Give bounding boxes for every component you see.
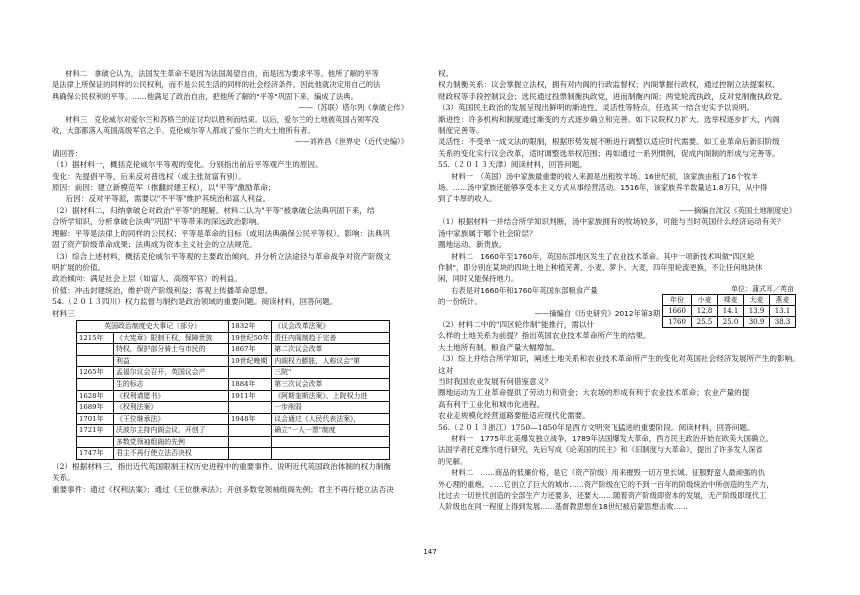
- table-cell: [229, 367, 272, 379]
- table-header: 英国政治制度史大事记（部分）: [77, 320, 229, 332]
- table-cell: 1628年: [77, 390, 114, 402]
- question-55-3: （3）综上并结合所学知识，阐述土地关系和农业技术革命所产生的变化对英国社会经济发展所产生的影响。这对: [438, 354, 800, 375]
- question-55-2: 么样的土地关系为前提？指出英国农业技术革命所产生的结果。: [438, 331, 651, 341]
- material-1-line: 的见解。: [438, 456, 468, 466]
- material-2-line: 外心理的重炮。……它创立了巨大的城市……资产阶级在它的不到一百年的阶级统治中所创造的生产力，: [438, 479, 774, 489]
- table-cell: 1721年: [77, 425, 114, 437]
- grain-yield-table-box: [662, 284, 796, 328]
- material-1-line: 法国学者托克维尔进行研究，先后写成《论美国的民主》和《旧制度与大革命》，提出了许多发人深省: [438, 445, 763, 455]
- table-header: 大麦: [744, 294, 770, 305]
- table-cell: 1884年: [229, 378, 272, 390]
- answer-checks: 权力制衡关系：议会掌握立法权，拥有对内阁的行政监督权；内阁掌握行政权，通过控制立法提案权、: [438, 80, 780, 90]
- table-cell: 12.8: [692, 305, 718, 316]
- material-2-line: 作制"，即分别在某块的四块土地上种植芜菁、小麦、萝卜、大麦，四年里轮流更换，不让任何地块休: [438, 262, 763, 272]
- table-cell: 沃波尔主持内阁会议，开创了: [114, 425, 229, 437]
- table-cell: 1689年: [77, 402, 114, 414]
- material-2-line: 材料二 1660年至1760年，英国东部地区发生了农业技术革命。其中一项新技术叫做"四区轮: [451, 251, 755, 261]
- table-cell: [229, 425, 272, 437]
- table-cell: 1265年: [77, 367, 114, 379]
- table-cell: 三院": [272, 367, 390, 379]
- table-row: [77, 390, 390, 402]
- table-cell: 1867年: [229, 344, 272, 356]
- material-2-source: ——（苏联）塔尔列《拿破仑传》: [298, 103, 408, 113]
- answer-54-3: 制度完善等。: [438, 126, 484, 136]
- answer-55-3: 圈地运动为工业革命提供了劳动力和资金；大农场的形成有利于农业技术革命；农业产量的提: [438, 388, 750, 398]
- table-cell: 1760: [663, 316, 692, 327]
- material-2-line: 材料二 ……商品的低廉价格，是它（资产阶级）用来摧毁一切万里长城、征服野蛮人最顽强的仇: [451, 468, 765, 478]
- table-cell: [229, 436, 272, 448]
- table-cell: 1701年: [77, 413, 114, 425]
- left-column: [52, 68, 418, 495]
- table-cell: 特权，保护部分骑士与市民的: [114, 344, 229, 356]
- table-row: [77, 367, 390, 379]
- table-cell: 《权利法案》: [114, 402, 229, 414]
- question-2: （2）据材料二，归纳拿破仑对政治"平等"的理解。材料二认为"平等"被拿破仑法典巩固下来，结: [52, 205, 375, 215]
- material-2-line: 是法律上所保证的同样的公民权利，而不是公民生活的同样的社会经济条件。因此他就决定用自己的法: [52, 80, 381, 90]
- table-cell: 19世纪50年: [229, 332, 272, 344]
- answer-2: 固了资产阶级革命成果；法典成为资本主义社会的立法规范。: [52, 240, 258, 250]
- table-row: [77, 448, 390, 460]
- material-1-line: 材料一 1775年北美爆发独立战争，1789年法国爆发大革命，西方民主政治开始在欧美大国确立。: [451, 434, 773, 443]
- answer-54-2-cont: 权。: [438, 69, 454, 78]
- table-cell: [229, 448, 272, 460]
- answer-55-1: 圈地运动。新贵族。: [438, 240, 507, 250]
- question-55-1: 汤中家族属于哪个社会阶层？: [438, 228, 537, 238]
- table-cell: 1911年: [229, 390, 272, 402]
- british-history-table: [76, 320, 390, 460]
- table-cell: 责任内阁制趋于完善: [272, 332, 390, 344]
- table-cell: 13.1: [770, 305, 796, 316]
- table-cell: 38.3: [770, 316, 796, 327]
- table-cell: 第三次议会改革: [272, 378, 390, 390]
- table-header: 裸麦: [718, 294, 744, 305]
- table-row: [77, 355, 390, 367]
- table-cell: [77, 436, 114, 448]
- table-header: 燕麦: [770, 294, 796, 305]
- table-cell: 《阿斯奎斯法案》，上院权力进: [272, 390, 390, 402]
- answer-1-reason: 后因：反对平等派，需要以"不平等"维护其统治和富人利益。: [65, 194, 271, 204]
- question-55: 55.（２０１３天津）阅读材料，回答问题。: [438, 160, 587, 170]
- table-row: [77, 332, 390, 344]
- answer-54-3: 灵活性：不受单一成文法的限制，根据形势发展不断进行调整以适应时代需要。如工业革命后新旧阶级: [438, 137, 780, 147]
- table-cell: 《大宪章》限制王权，保障贵族: [114, 332, 229, 344]
- answer-1-change: 变化：先提倡平等，后来反对普选权（或主张贫富有别）。: [52, 171, 246, 181]
- material-2-line: 的一份统计。: [438, 297, 482, 307]
- question-2: 合所学知识，分析拿破仑法典"巩固"平等带来的深远政治影响。: [52, 217, 265, 227]
- material-2-line: 闲，同时又能保持地力。: [438, 274, 519, 284]
- question-54-2: 关系。: [52, 473, 75, 483]
- question-55-2: （2）材料二中的"四区轮作制"能推行，需以什: [438, 319, 595, 329]
- page-number: 147: [423, 548, 437, 556]
- table-cell: 确立"一人一票"制度: [272, 425, 390, 437]
- table-cell: 孟福尔议会召开，英国议会产: [114, 367, 229, 379]
- question-54-2: （2）根据材料三，指出近代英国限制王权历史进程中的重要事件。说明近代英国政治体制的权力制衡: [52, 462, 391, 472]
- table-cell: 议会通过《人民代表法案》，: [272, 413, 390, 425]
- material-2-line: 比过去一切世代创造的全部生产力还要多，还要大……随着资产阶级即资本的发展，无产阶级即现代工: [438, 491, 767, 501]
- question-54: 54.（２０１３四川）权力监督与制约是政治领域的重要问题。阅读材料，回答问题。: [52, 297, 338, 307]
- table-cell: 《议会改革法案》: [272, 320, 390, 332]
- material-1-line: 到了丰厚的收入。: [438, 194, 497, 204]
- table-cell: 利益: [114, 355, 229, 367]
- table-cell: 1747年: [77, 448, 114, 460]
- table-cell: 《权利请愿书》: [114, 390, 229, 402]
- table-cell: 生的标志: [114, 378, 229, 390]
- material-2-source: ——摘编自《历史研究》2012年第3期: [534, 308, 660, 318]
- material-label: 材料三: [52, 308, 75, 318]
- table-cell: [272, 436, 390, 448]
- right-column: [438, 68, 806, 513]
- table-cell: 30.9: [744, 316, 770, 327]
- table-unit: 单位：蒲式耳／英亩: [731, 284, 794, 293]
- table-cell: [77, 344, 114, 356]
- table-cell: [77, 355, 114, 367]
- question-1: （1）据材料一，概括克伦威尔平等观的变化。分别指出前后平等观产生的原因。: [52, 160, 323, 170]
- question-56: 56.（２０１３浙江）1750—1850年是西方文明突飞猛进的重要阶段。阅读材料，回答问题。: [438, 422, 755, 432]
- table-cell: 13.9: [744, 305, 770, 316]
- table-cell: [229, 402, 272, 414]
- table-cell: 第二次议会改革: [272, 344, 390, 356]
- material-3-line: 收，大部都落入英国高级军官之手。克伦威尔等人都成了爱尔兰的大土地所有者。: [52, 126, 315, 136]
- answer-54-3: 关系的变化实行议会改革，适时调整选举权范围；再如通过一系列惯例，促成内阁制的形成与完善等。: [438, 148, 780, 158]
- answer-55-2: 大土地所有制。粮食产量大幅增加。: [438, 342, 560, 352]
- table-cell: [77, 378, 114, 390]
- table-cell: 1660: [663, 305, 692, 316]
- table-row: [77, 344, 390, 356]
- answer-3: 价值：冲击封建统治，维护资产阶级利益；客观上传播革命思想。: [52, 285, 273, 295]
- question-3: （3）综合上述材料，概括克伦威尔平等观的主要政治倾向，并分析立法途径与革命战争对资产阶级文: [52, 251, 391, 261]
- table-cell: 多数党领袖组阁的先例: [114, 436, 229, 448]
- table-cell: 19世纪晚期: [229, 355, 272, 367]
- question-54-3: （3）英国民主政治的发展呈现出鲜明的渐进性、灵活性等特点，任选其一结合史实予以说明。: [438, 103, 755, 113]
- question-3: 明扩展的价值。: [52, 262, 106, 272]
- table-cell: 1215年: [77, 332, 114, 344]
- table-header-row: [77, 320, 390, 332]
- material-2-with-table: [438, 285, 806, 331]
- answer-3: 政治倾向：满足社会上层（如富人、高级军官）的利益。: [52, 274, 242, 284]
- answer-54-3: 渐进性：许多机构和制度通过渐变的方式逐步确立和完善。如下议院权力扩大、选举权逐步扩大、内阁: [438, 114, 780, 124]
- ask-heading: 请回答：: [52, 148, 83, 158]
- table-cell: 1832年: [229, 320, 272, 332]
- answer-54-2: 重要事件：通过《权利法案》；通过《王位继承法》；开创多数党领袖组阁先例；君主不再行使立法否决: [52, 484, 394, 494]
- question-55-3: 当时我国农业发展有何借鉴意义？: [438, 376, 552, 386]
- answer-55-3: 高有利于工业化和城市化进程。: [438, 399, 545, 409]
- table-header-row: [663, 294, 796, 305]
- table-cell: 内阁权力膨胀，人称议会"第: [272, 355, 390, 367]
- material-1-source: ——摘编自沈汉《英国土地制度史》: [679, 205, 796, 215]
- table-header: 小麦: [692, 294, 718, 305]
- material-2-line: 人阶级也在同一程度上得到发展……基督教思想在18世纪被启蒙思想击败……: [438, 502, 689, 512]
- table-row: [77, 413, 390, 425]
- material-1-line: 场。……汤中家族还能够享受本主义方式从事经营活动。1516年，该家族养羊数量达1.8万只，从中得: [438, 183, 768, 193]
- material-2-line: 右表是对1660年和1760年英国东部粮食产量: [451, 285, 598, 295]
- answer-checks: 财政权等手段控制议会；选民通过投票制衡执政党，进而制衡内阁；两党轮流执政，反对党制衡执政党。: [438, 91, 788, 101]
- table-row: [77, 436, 390, 448]
- question-55-1: （1）根据材料一并结合所学知识判断，汤中家族拥有的牧场较多，可能与当时英国什么经济运动有关？: [438, 217, 785, 227]
- table-cell: 25.5: [692, 316, 718, 327]
- material-2-text: [438, 285, 670, 331]
- table-row: [77, 378, 390, 390]
- material-3-line: 材料三 克伦威尔对爱尔兰和苏格兰的征讨均以胜利而结束。以后，爱尔兰的土地被英国占领军没: [65, 114, 379, 124]
- table-row: [663, 316, 796, 327]
- table-cell: [272, 448, 390, 460]
- answer-1-reason: 原因：前因：建立新模范军（推翻封建王权），以"平等"激励革命；: [52, 183, 276, 193]
- material-1-line: 材料一 （英国）汤中家族最重要的收入来源是出租牧羊场。16世纪初，该家族由租了16个牧羊: [451, 171, 758, 181]
- table-cell: 一步削弱: [272, 402, 390, 414]
- material-3-source: ——刘祚昌《世界史（近代史编）》: [294, 137, 408, 147]
- table-row: [663, 305, 796, 316]
- table-cell: 14.1: [718, 305, 744, 316]
- material-2-line: 材料二 拿破仑认为，法国发生革命不是因为法国渴望自由，而是因为要求平等。他所了解的平等: [65, 69, 379, 78]
- table-row: [77, 402, 390, 414]
- table-row: [77, 425, 390, 437]
- table-cell: 《王位继承法》: [114, 413, 229, 425]
- table-header: 年份: [663, 294, 692, 305]
- answer-55-3: 农业走规模化经营道路要能适应现代化需要。: [438, 411, 590, 421]
- table-cell: 25.0: [718, 316, 744, 327]
- grain-yield-table: [662, 294, 796, 328]
- material-2-line: 典确保公民权利的平等。……他满足了政治自由，把他所了解的"平等"巩固下来，编成了法典。: [52, 91, 358, 101]
- table-cell: 1948年: [229, 413, 272, 425]
- table-cell: 君主不再行使立法否决权: [114, 448, 229, 460]
- answer-2: 理解：平等是法律上的同样的公民权；平等是革命的目标（或用法典确保公民平等权）。影响：法典巩: [52, 228, 390, 238]
